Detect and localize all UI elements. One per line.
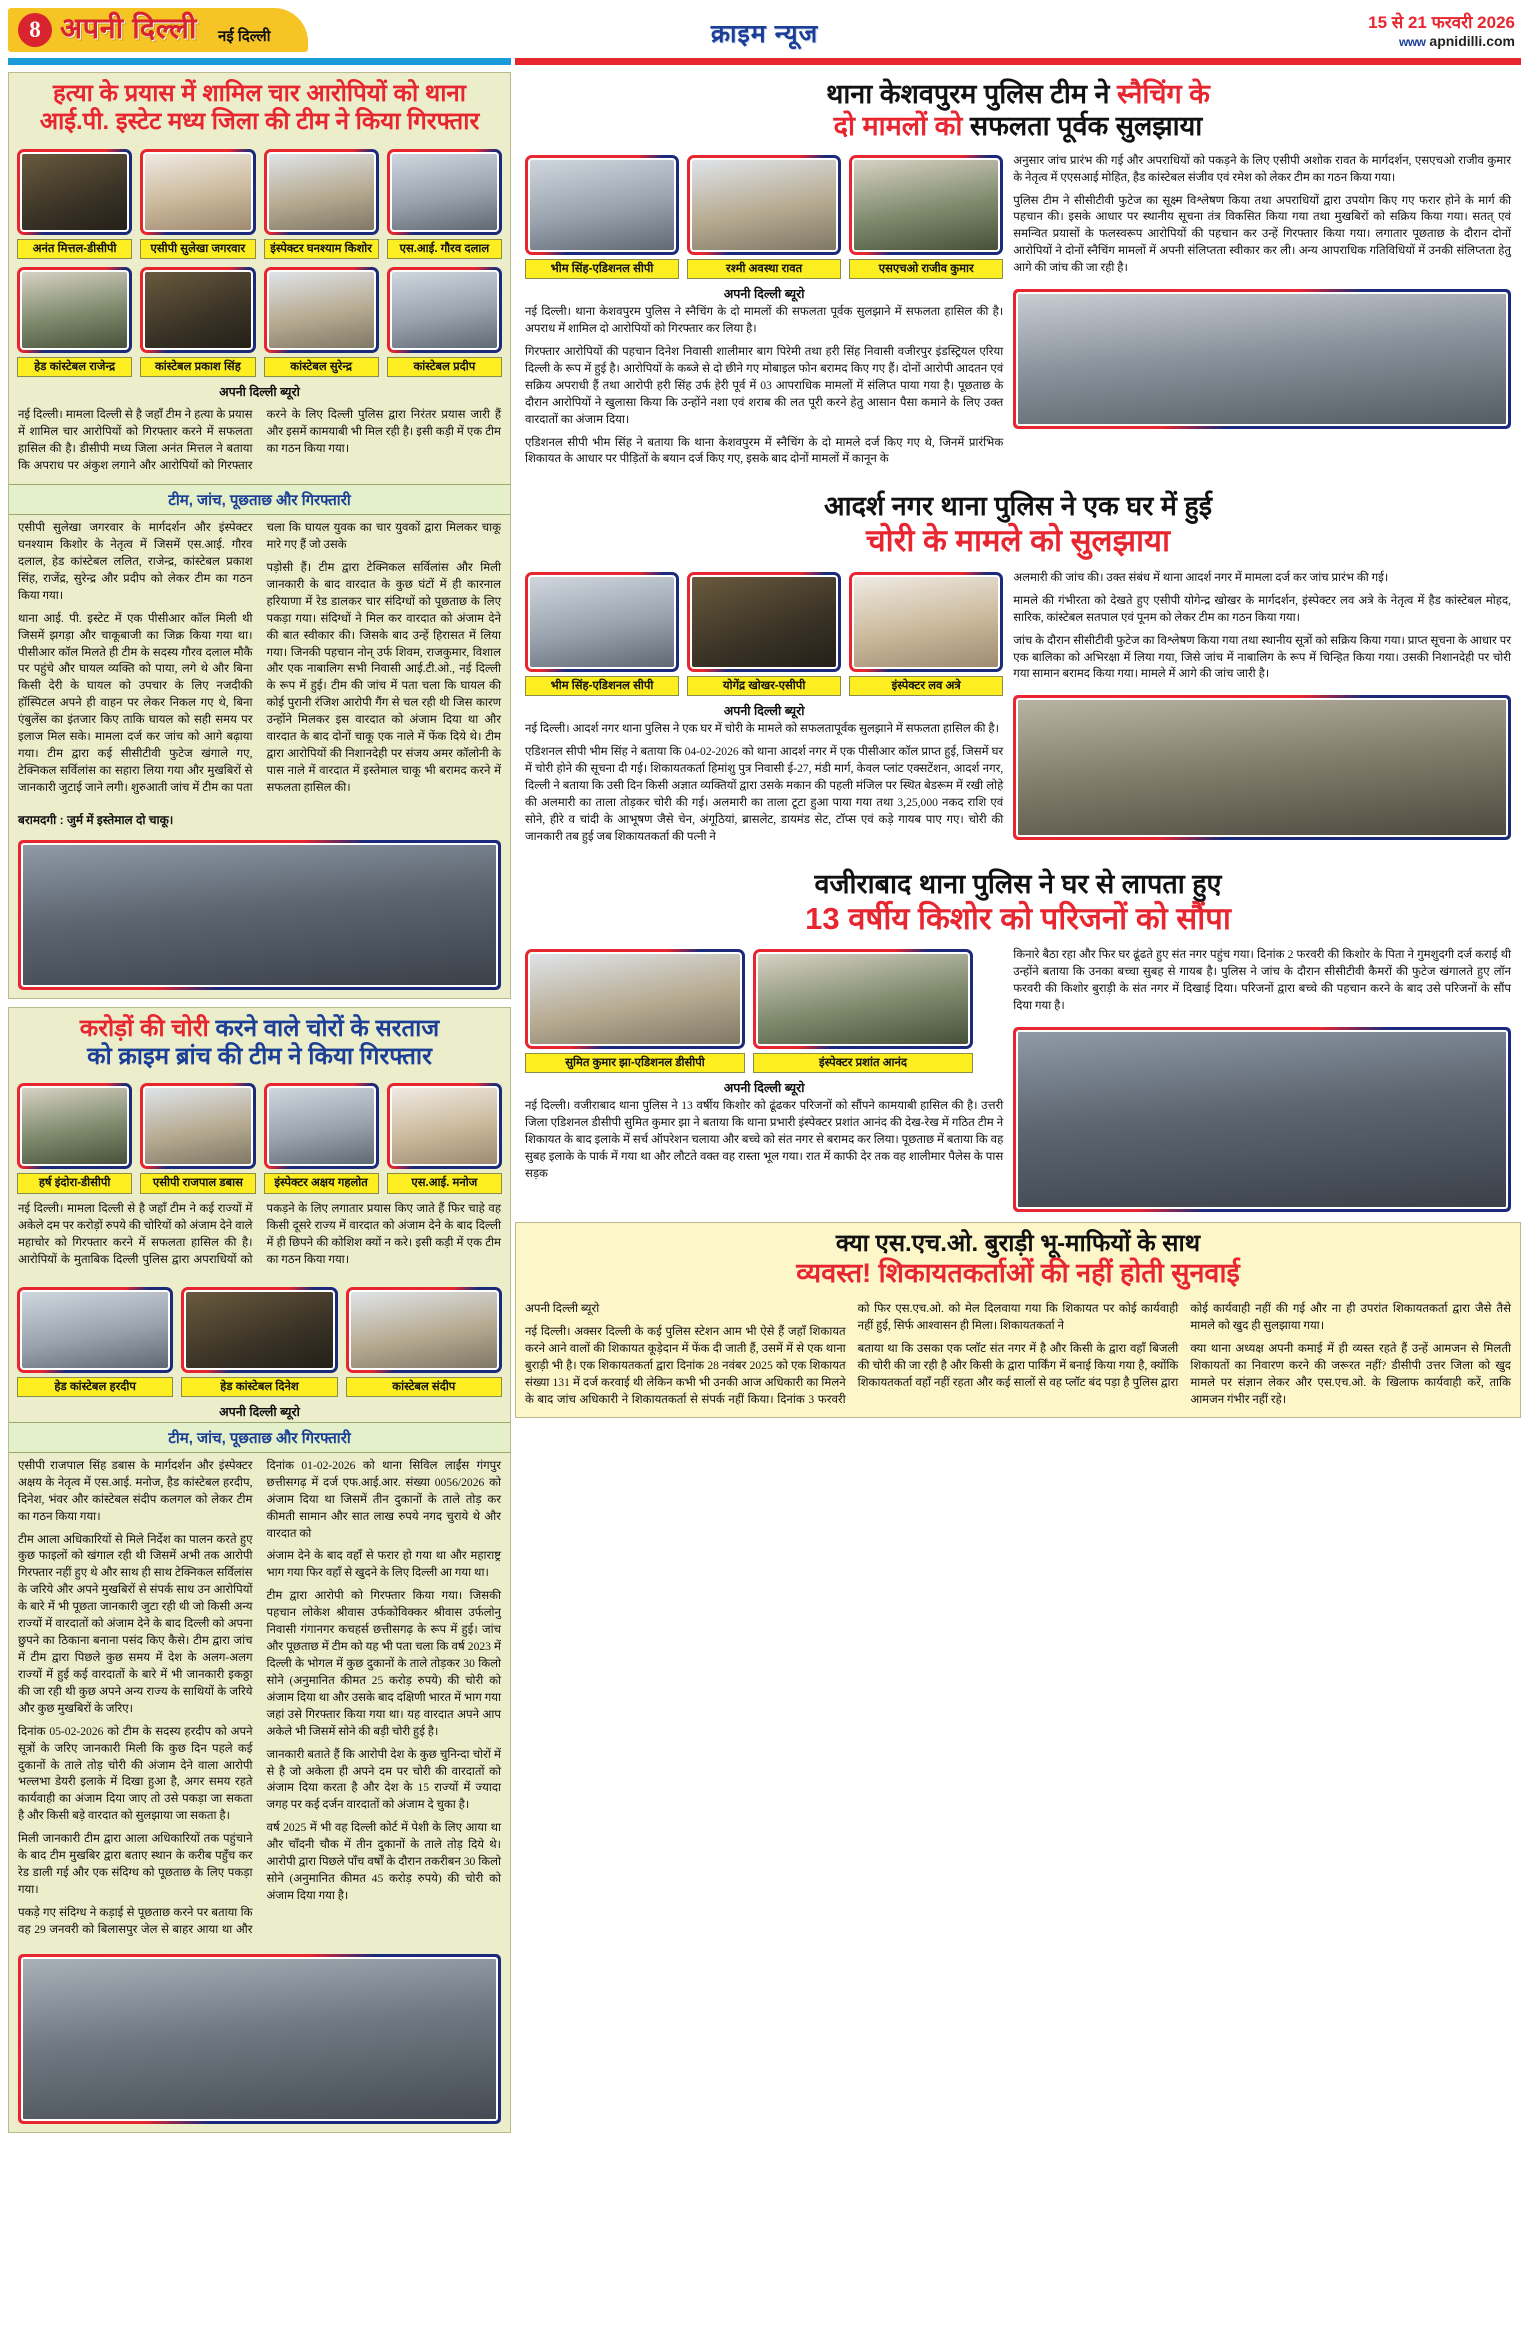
photo-cell [849, 572, 1003, 696]
photo-cell [17, 149, 132, 259]
photo-frame [387, 1083, 502, 1169]
photo-caption: इंस्पेक्टर लव अत्रे [849, 676, 1003, 696]
article-5-scene-photo [1013, 1027, 1511, 1212]
photo-frame [525, 949, 745, 1049]
photo-caption: सुमित कुमार झा-एडिशनल डीसीपी [525, 1053, 745, 1073]
officer-photo [267, 1086, 376, 1166]
photo-cell [687, 155, 841, 279]
photo-cell [687, 572, 841, 696]
officer-photo [390, 270, 499, 350]
photo-caption: कांस्टेबल संदीप [346, 1377, 502, 1397]
scene-image [21, 843, 498, 987]
photo-frame [140, 1083, 255, 1169]
photo-caption: इंस्पेक्टर अक्षय गहलोत [264, 1173, 379, 1193]
photo-frame [849, 155, 1003, 255]
photo-caption: योगेंद्र खोखर-एसीपी [687, 676, 841, 696]
paragraph: नई दिल्ली। वजीराबाद थाना पुलिस ने 13 वर्षीय किशोर को ढूंढकर परिजनों को सौंपने कामयाबी हासिल की है। उत्तरी जिला एडिशनल डीसीपी सुमित कुमार झा ने बताया कि थाना प्रभारी इंस्पेक्टर प्रशांत आनंद की देख-रेख में गठित टीम ने शिकायत के बाद इलाके में सर्च ऑपरेशन चलाया और बच्चे को संत नगर से बरामद कर लिया। पूछताछ में बताया कि वह सुबह इलाके के पार्क में गया था और लौटते वक्त वह रास्ता भूल गया। रात में काफी देर तक वह शालीमार पैलेस के पास सड़क [525, 1099, 1004, 1181]
article-1-body-mid [9, 515, 510, 809]
photo-cell [849, 155, 1003, 279]
paper-name: अपनी दिल्ली [60, 13, 197, 45]
officer-photo [852, 158, 1000, 252]
paragraph: किनारे बैठा रहा और फिर घर ढूंढते हुए संत नगर पहुंच गया। दिनांक 2 फरवरी की किशोर के पिता ने गुमशुदगी दर्ज कराई थी उन्होंने बताया कि उनका बच्चा सुबह से गायब है। पुलिस ने जांच के दौरान सीसीटीवी कैमरों की फुटेज खंगालते हुए लॉन फरवरी की किशोर बुराड़ी के संत नगर में दिखाई दिया। परिजनों द्वारा बच्चे की पहचान करने के बाद उसे परिजनों के सौंप दिया गया है। [1013, 948, 1511, 1012]
page-number: 8 [18, 13, 52, 47]
article-1-recovery-note: बरामदगी : जुर्म में इस्तेमाल दो चाकू। [18, 812, 174, 827]
scene-image [1016, 1030, 1508, 1209]
officer-photo [528, 952, 742, 1046]
officer-photo [20, 1086, 129, 1166]
page-grid [8, 72, 1521, 2322]
article-2-photos-wrap [525, 153, 1003, 475]
article-4-headline-line1 [17, 1015, 502, 1043]
masthead-city: नई दिल्ली [218, 28, 271, 45]
photo-caption: कांस्टेबल सुरेन्द्र [264, 357, 379, 377]
paragraph: क्या थाना अध्यक्ष अपनी कमाई में ही व्यस्त रहते हैं उन्हें आमजन से मिलती शिकायतों का निवारण करने की जरूरत नहीं? डीसीपी उत्तर जिला को खुद मामले पर संज्ञान लेकर और एस.एच.ओ. के खिलाफ कार्यवाही करें, ताकि आमजन गंभीर नहीं रहे। [1190, 1341, 1511, 1406]
paragraph: अपनी दिल्ली ब्यूरो [525, 1301, 600, 1315]
photo-cell [264, 149, 379, 259]
photo-frame [17, 1287, 173, 1373]
paragraph: अलमारी की जांच की। उक्त संबंध में थाना आदर्श नगर में मामला दर्ज कर जांच प्रारंभ की गई। [1013, 570, 1389, 584]
article-5-photos-wrap [525, 947, 1003, 1212]
photo-caption: हेड कांस्टेबल राजेन्द्र [17, 357, 132, 377]
headline-highlight: करोड़ों की चोरी [79, 1014, 209, 1042]
officer-photo [143, 152, 252, 232]
paragraph: अनुसार जांच प्रारंभ की गई और अपराधियों को पकड़ने के लिए एसीपी अशोक रावत के मार्गदर्शन, एसएचओ राजीव कुमार के नेतृत्व में एएसआई मोहित, हैड कांस्टेबल संजीव एवं रमेश को लेकर टीम का गठन किया गया। [1013, 153, 1511, 184]
article-6-headline-line2: व्यवस्त! शिकायतकर्ताओं की नहीं होती सुनवाई [796, 1258, 1240, 1289]
website-url: apnidilli.com [1429, 33, 1515, 49]
rule-blue [8, 58, 511, 65]
photo-caption: हर्ष इंदोरा-डीसीपी [17, 1173, 132, 1193]
article-2-headline-line1 [523, 79, 1513, 111]
article-1-byline: अपनी दिल्ली ब्यूरो [219, 385, 300, 400]
article-4-body-top [9, 1196, 510, 1281]
photo-cell [264, 1083, 379, 1193]
photo-caption: एस.आई. गौरव दलाल [387, 239, 502, 259]
article-1-headline-line1: हत्या के प्रयास में शामिल चार आरोपियों को थाना [53, 80, 466, 107]
article-1-headline [9, 73, 510, 143]
photo-caption: कांस्टेबल प्रकाश सिंह [140, 357, 255, 377]
article-4-byline: अपनी दिल्ली ब्यूरो [219, 1404, 300, 1419]
paragraph: टीम द्वारा आरोपी को गिरफ्तार किया गया। जिसकी पहचान लोकेश श्रीवास उर्फकोविक्कर श्रीवास उर्फलोनु निवासी गंगानगर कचहर्स छत्तीसगढ़ के रूप में हुई। जांच और पूछताछ में टीम को यह भी पता चला कि वर्ष 2023 में दिल्ली के भोगल में कुछ दुकानों के ताले तोड़कर 30 किलो सोने (अनुमानित कीमत 25 करोड़ रुपये) की चोरी को अंजाम दिया था और उसके बाद दक्षिणी भारत में भाग गया जहां उसे गिरफ्तार किया गया था। यह वारदात अपने आप अकेले भी जिसमें सोने की बड़ी चोरी हुई है। [266, 1589, 501, 1738]
photo-cell [140, 267, 255, 377]
article-6-headline-line1: क्या एस.एच.ओ. बुराड़ी भू-माफियों के साथ [835, 1229, 1201, 1257]
photo-caption: एसीपी सुलेखा जगरवार [140, 239, 255, 259]
photo-cell [387, 149, 502, 259]
photo-cell [181, 1287, 337, 1397]
article-2-headline [515, 72, 1521, 149]
article-2-photo-row [525, 153, 1003, 281]
article-2-content-row [515, 149, 1521, 475]
section-title: क्राइम न्यूज [710, 20, 819, 48]
article-3-body-right-wrap [1013, 570, 1511, 852]
photo-cell [346, 1287, 502, 1397]
article-2-headline-line2 [523, 111, 1513, 143]
photo-caption: हेड कांस्टेबल दिनेश [181, 1377, 337, 1397]
article-3-scene-photo [1013, 695, 1511, 840]
photo-cell [525, 155, 679, 279]
article-5-content-row [515, 943, 1521, 1212]
article-4-photo-row-2 [9, 1281, 510, 1399]
article-3-photo-row [525, 570, 1003, 698]
photo-cell [264, 267, 379, 377]
photo-cell [140, 149, 255, 259]
officer-photo [349, 1290, 499, 1370]
photo-frame [753, 949, 973, 1049]
photo-frame [346, 1287, 502, 1373]
article-1-headline-line2: आई.पी. इस्टेट मध्य जिला की टीम ने किया गिरफ्तार [39, 108, 480, 136]
article-5-headline-line1: वजीराबाद थाना पुलिस ने घर से लापता हुए [814, 868, 1222, 899]
article-2-byline: अपनी दिल्ली ब्यूरो [723, 287, 805, 302]
article-1-subhead: टीम, जांच, पूछताछ और गिरफ्तारी [9, 484, 510, 515]
scene-image [21, 1957, 498, 2121]
paragraph: मिली जानकारी टीम द्वारा आला अधिकारियों तक पहुंचाने के बाद टीम मुखबिर द्वारा बताए स्थान के करीब पहुँच कर रेड डाली गई और एक संदिग्ध को पूछताछ के लिए पकड़ा गया। [18, 1832, 253, 1896]
headline-highlight: स्नैचिंग के [1117, 79, 1210, 109]
officer-photo [390, 152, 499, 232]
photo-frame [687, 572, 841, 672]
article-5-headline [515, 862, 1521, 943]
article-4-headline-line2: को क्राइम ब्रांच की टीम ने किया गिरफ्तार [87, 1043, 432, 1071]
paragraph: बताया था कि उसका एक प्लॉट संत नगर में है और किसी के द्वारा वहाँ बिजली की चोरी की जा रही है और किसी के द्वारा पार्किंग में बनाई किया गया है, क्योंकि शिकायतकर्ता वहाँ नहीं रहता और कई सालों से वह प्लॉट बंद पड़ा है पुलिस द्वारा कोई कार्यवाही नहीं की गई और ना ही उपरांत शिकायतकर्ता द्वारा जैसे तैसे मामले को खुद ही सुलझाया गया। [857, 1301, 1511, 1389]
paragraph: वर्ष 2025 में भी वह दिल्ली कोर्ट में पेशी के लिए आया था और चाँदनी चौक में तीन दुकानों के ताले तोड़ दिये थे। आरोपी द्वारा पिछले पाँच वर्षों के दौरान तकरीबन 30 किलो सोने (अनुमानित कीमत 45 करोड़ रुपये) की चोरी को अंजाम दिया गया है। [266, 1821, 501, 1902]
paragraph: एसीपी सुलेखा जगरवार के मार्गदर्शन और इंस्पेक्टर घनश्याम किशोर के नेतृत्व में जिसमें एस.आई. गौरव दलाल, हेड कांस्टेबल ललित, राजेन्द्र, कांस्टेबल प्रकाश सिंह, राजेंद्र, सुरेन्द्र और प्रदीप को लेकर टीम का गठन किया गया। [18, 521, 253, 602]
officer-photo [756, 952, 970, 1046]
officer-photo [267, 270, 376, 350]
article-3-photos-wrap [525, 570, 1003, 852]
article-adarsh-nagar-theft [515, 484, 1521, 851]
article-4-photo-row-1 [9, 1077, 510, 1195]
paragraph: पकड़े गए संदिग्ध ने कड़ाई से पूछताछ करने पर बताया कि वह 29 जनवरी को बिलासपुर जेल से बाहर आया था और दिनांक 01-02-2026 को थाना सिविल लाईंस गंगपुर छत्तीसगढ़ में दर्ज एफ.आई.आर. संख्या 0056/2026 को अंजाम दिया था जिसमें तीन दुकानों के ताले तोड़ कर कीमती सामान और सात लाख रुपये नगद चुराये थे और वारदात को [18, 1458, 501, 1936]
rule-red [515, 58, 1521, 65]
paragraph: गिरफ्तार आरोपियों की पहचान दिनेश निवासी शालीमार बाग पिरेमी तथा हरी सिंह निवासी वजीरपुर इंडस्ट्रियल एरिया दिल्ली के रूप में हुई है। आरोपियों के कब्जे से दो छीने गए मोबाइल फोन बरामद किए गए हैं। दोनों आरोपी आदतन एवं सक्रिय अपराधी हैं तथा आरोपी हरी सिंह उर्फ हेरी पूर्व में 03 आपराधिक मामलों में संलिप्त पाया गया है। पूछताछ के दौरान आरोपियों ने खुलासा किया कि उन्होंने नशा एवं शराब की लत पूरी करने हेतु आसान पैसा कमाने के लिए उक्त वारदातों का अंजाम दिया। [525, 344, 1004, 426]
photo-caption: भीम सिंह-एडिशनल सीपी [525, 259, 679, 279]
photo-caption: एसीपी राजपाल डबास [140, 1173, 255, 1193]
article-1-photo-row-2 [9, 261, 510, 379]
photo-frame [181, 1287, 337, 1373]
article-crime-branch-theft [8, 1007, 511, 2133]
left-column [8, 72, 511, 2133]
headline-rest: करने वाले चोरों के सरताज [215, 1014, 440, 1042]
article-5-byline: अपनी दिल्ली ब्यूरो [723, 1081, 805, 1096]
article-3-headline-line1: आदर्श नगर थाना पुलिस ने एक घर में हुई [823, 491, 1213, 522]
photo-caption: रश्मी अवस्था रावत [687, 259, 841, 279]
article-5-photo-row [525, 947, 1003, 1075]
article-4-scene-photo [18, 1954, 501, 2124]
paragraph: एसीपी राजपाल सिंह डबास के मार्गदर्शन और इंस्पेक्टर अक्षय के नेतृत्व में एस.आई. मनोज, हैड कांस्टेबल हरदीप, दिनेश, भंवर और कांस्टेबल संदीप कलगल को लेकर टीम का गठन किया गया। [18, 1458, 253, 1523]
photo-frame [264, 149, 379, 235]
issue-date: 15 से 21 फरवरी 2026 [1368, 13, 1515, 32]
paragraph: दिनांक 05-02-2026 को टीम के सदस्य हरदीप को अपने सूत्रों के जरिए जानकारी मिली कि कुछ दिन पहले कई दुकानों के ताले तोड़ चोरी की अंजाम देने वाला आरोपी भल्लभा डेयरी इलाके में दिखा हुआ है, अगर समय रहते कार्यवाही का अंजाम दिया जाए तो उसे पकड़ा जा सकता है और किसी बड़े वारदात को सुलझाया जा सकता है। [18, 1724, 253, 1823]
photo-cell [140, 1083, 255, 1193]
photo-cell [17, 1287, 173, 1397]
paragraph: जांच के दौरान सीसीटीवी फुटेज का विश्लेषण किया गया तथा स्थानीय सूत्रों को सक्रिय किया गया। प्राप्त सूचना के आधार पर एक बालिका को अभिरक्षा में लिया गया, जिसे जांच में नाबालिग के रूप में चिन्हित किया गया। उसकी निशानदेही पर चोरी गया सामान बरामद किया गया। मामले में आगे की जांच जारी है। [1013, 633, 1511, 681]
photo-caption: भीम सिंह-एडिशनल सीपी [525, 676, 679, 696]
masthead [0, 0, 1529, 58]
article-3-headline [515, 484, 1521, 565]
article-2-body-right [1013, 153, 1511, 283]
article-2-body-right-wrap [1013, 153, 1511, 475]
officer-photo [143, 1086, 252, 1166]
globe-icon: www [1399, 35, 1426, 49]
paragraph: पड़ोसी हैं। टीम द्वारा टेक्निकल सर्विलांस और मिली जानकारी के बाद वारदात के कुछ घंटों में ही कारनाल हरियाणा में रेड डालकर चार संदिग्धों को पूछताछ के लिए पकड़ा गया। संदिग्धों ने मिल कर वारदात को अंजाम देने की बात स्वीकार की। जिसके बाद उन्हें हिरासत में लिया गया। जिनकी पहचान नोन् उर्फ शिवम, राजकुमार, विशाल और एक नाबालिग सभी निवासी आई.टी.ओ., नई दिल्ली के रूप में हुई। टीम की जांच में पता चला कि घायल की कोई पुरानी रंजिश आरोपी गैंग से चल रही थी जिस कारण उन्होंने मिलकर इस वारदात को अंजाम दिया था और वारदात के बाद दोनों चाकू एक नाले में फेंक दिये थे। टीम द्वारा आरोपियों की निशानदेही पर संजय अमर कॉलोनी के पास नाले में वारदात में इस्तेमाल चाकू भी बरामद करने में सफलता हासिल की। [266, 560, 501, 794]
article-1-scene-photo [18, 840, 501, 990]
article-3-headline-line2: चोरी के मामले को सुलझाया [865, 523, 1171, 559]
photo-frame [387, 149, 502, 235]
photo-cell [525, 949, 745, 1073]
paragraph: नई दिल्ली। थाना केशवपुरम पुलिस ने स्नैचिंग के दो मामलों की सफलता पूर्वक सुलझाने में सफलता हासिल की है। अपराध में शामिल दो आरोपियों को गिरफ्तार कर लिया है। [525, 305, 1004, 336]
photo-frame [17, 149, 132, 235]
officer-photo [528, 158, 676, 252]
officer-photo [20, 270, 129, 350]
article-3-byline: अपनी दिल्ली ब्यूरो [723, 704, 805, 719]
photo-frame [17, 267, 132, 353]
officer-photo [528, 575, 676, 669]
article-2-body-left [525, 304, 1003, 474]
article-keshavpuram-snatching [515, 72, 1521, 474]
photo-caption: इंस्पेक्टर प्रशांत आनंद [753, 1053, 973, 1073]
photo-caption: इंस्पेक्टर घनश्याम किशोर [264, 239, 379, 259]
article-burari-sho-complaint [515, 1222, 1521, 1419]
article-6-body [516, 1296, 1520, 1418]
paragraph: नई दिल्ली। मामला दिल्ली से है जहाँ टीम ने कई राज्यों में अकेले दम पर करोड़ों रुपये की चोरियों को अंजाम देने वाले महाचोर को गिरफ्तार करने में सफलता हासिल की है। आरोपियों के मुताबिक दिल्ली पुलिस द्वारा अपराधियों को पकड़ने के लिए लगातार प्रयास किए जाते हैं फिर चाहे वह किसी दूसरे राज्य में वारदात को अंजाम देने के बाद दिल्ली में ही छिपने की कोशिश क्यों न करे। इसी कड़ी में एक टीम का गठन किया गया। [18, 1201, 501, 1266]
officer-photo [390, 1086, 499, 1166]
photo-caption: अनंत मित्तल-डीसीपी [17, 239, 132, 259]
scene-image [1016, 292, 1508, 426]
headline-part-2: सफलता पूर्वक सुलझाया [969, 110, 1203, 141]
paragraph: थाना आई. पी. इस्टेट में एक पीसीआर कॉल मिली थी जिसमें झगड़ा और चाकूबाजी का जिक्र किया गया था। पीसीआर कॉल मिलते ही टीम के सदस्य गौरव दलाल मौकै पर पहुंचे और घायल व्यक्ति को पाया, लगे थे और बिना किसी देरी के घायल को उपचार के लिए नजदीकी हॉस्पिटल अपने ही वाहन पर लेकर निकल गए थे, बिना एंबुलेंस का इंतजार किए ताकि घायल को सही समय पर इलाज मिल सके। मामला दर्ज कर जांच को आगे बढ़ाया गया। टीम द्वारा कई सीसीटीवी फुटेज खंगाले गए, टेक्निकल सर्विलांस का सहारा लिया गया और मुखबिरों से जानकारी जुटाई जाने लगी। शुरुआती जांच में टीम का पता चला कि घायल युवक का चार युवकों द्वारा मिलकर चाकू मारे गए हैं जो उसके [18, 521, 501, 794]
right-column [515, 72, 1521, 1418]
paragraph: टीम आला अधिकारियों से मिले निर्देश का पालन करते हुए कुछ फाइलों को खंगाल रही थी जिसमें अभी तक आरोपी गिरफ्तार नहीं हुए थे और साथ ही साथ टेक्निकल सर्विलांस के जरिये और अपने मुखबिरों से संपर्क साध उन आरोपियों के बारे में भी पूछता जानकारी जुटा रही थी जो किसी अन्य राज्यों में वारदातों को अंजाम देने के बाद दिल्ली को अपना छुपने का ठिकाना बनाना पसंद किए कैसे। टीम द्वारा जांच में टीम द्वारा पिछले कुछ समय में देश के अलग-अलग राज्यों में हुई कई वारदातों के बारे में भी जानकारी इकठ्ठा की जा रही थी कुछ अपने अन्य राज्य के साथियों के जरिये और कुछ मुखबिरों के जरिए। [18, 1532, 253, 1715]
photo-caption: एसएचओ राजीव कुमार [849, 259, 1003, 279]
article-5-body-left [525, 1098, 1003, 1189]
photo-frame [264, 267, 379, 353]
officer-photo [690, 158, 838, 252]
article-wazirabad-missing-boy [515, 862, 1521, 1212]
photo-frame [525, 155, 679, 255]
scene-image [1016, 698, 1508, 837]
paragraph: नई दिल्ली। आदर्श नगर थाना पुलिस ने एक घर में चोरी के मामले को सफलतापूर्वक सुलझाने में सफलता हासिल की है। [525, 722, 999, 736]
photo-cell [387, 1083, 502, 1193]
officer-photo [267, 152, 376, 232]
article-5-body-right [1013, 947, 1511, 1021]
article-6-headline [516, 1223, 1520, 1296]
photo-cell [753, 949, 973, 1073]
article-5-body-right-wrap [1013, 947, 1511, 1212]
photo-cell [387, 267, 502, 377]
paragraph: जानकारी बताते हैं कि आरोपी देश के कुछ चुनिन्दा चोरों में से है जो अकेला ही अपने दम पर चोरी की वारदातों को अंजाम दिया करता है और देश के 15 राज्यों में ज्यादा जगह पर कई दर्जन वारदातों को अंजाम दे चुका है। [266, 1747, 501, 1812]
paragraph: एडिशनल सीपी भीम सिंह ने बताया कि थाना केशवपुरम में स्नैचिंग के दो मामले दर्ज किए गए थे, जिनमें प्रारंभिक शिकायत के आधार पर पीड़ितों के बयान दर्ज किए गए, इसके बाद दोनों मामलों में कानून के [525, 435, 1004, 466]
article-4-subhead: टीम, जांच, पूछताछ और गिरफ्तारी [9, 1422, 510, 1453]
article-3-body-left [525, 721, 1003, 851]
officer-photo [184, 1290, 334, 1370]
paragraph: पुलिस टीम ने सीसीटीवी फुटेज का सूक्ष्म विश्लेषण किया तथा अपराधियों द्वारा उपयोग किए गए फरार होने के मार्ग की पहचान की। इसके आधार पर स्थानीय सूचना तंत्र विकसित किया गया तथा मुखबिरों को सक्रिय किया गया। सतत् एवं समन्वित प्रयासों के फलस्वरूप आरोपियों की पहचान कर उन्हें गिरफ्तार किया गया। लगातार पूछताछ के दौरान दोनों आरोपियों ने दोनों स्नैचिंग मामलों में अपनी संलिप्तता स्वीकार कर ली। अन्य आपराधिक गतिविधियों में उनकी संलिप्तता हेतु आगे की जांच की जा रही है। [1013, 193, 1511, 275]
paragraph: नई दिल्ली। मामला दिल्ली से है जहाँ टीम ने हत्या के प्रयास में शामिल चार आरोपियों को गिरफ्तार करने में सफलता हासिल की है। डीसीपी मध्य जिला अनंत मित्तल ने बताया कि अपराध पर अंकुश लगाने और आरोपियों को गिरफ्तार करने के लिए दिल्ली पुलिस द्वारा निरंतर प्रयास जारी हैं और इसमें कामयाबी भी मिल रही है। इसी कड़ी में एक टीम का गठन किया गया। [18, 408, 501, 473]
headline-highlight-2: दो मामलों को [833, 110, 963, 141]
officer-photo [20, 152, 129, 232]
photo-cell [525, 572, 679, 696]
photo-frame [687, 155, 841, 255]
photo-frame [140, 149, 255, 235]
article-2-scene-photo [1013, 289, 1511, 429]
photo-frame [140, 267, 255, 353]
officer-photo [690, 575, 838, 669]
article-3-body-right [1013, 570, 1511, 690]
article-5-headline-line2: 13 वर्षीय किशोर को परिजनों को सौंपा [805, 900, 1231, 936]
paragraph: मामले की गंभीरता को देखते हुए एसीपी योगेन्द्र खोखर के मार्गदर्शन, इंस्पेक्टर लव अत्रे के नेतृत्व में हैड कांस्टेबल मोहद, सारिक, कांस्टेबल सतपाल एवं पूनम को लेकर टीम का गठन किया गया। [1013, 593, 1511, 624]
paragraph: अंजाम देने के बाद वहाँ से फरार हो गया था और महाराष्ट्र भाग गया फिर वहाँ से खुदने के लिए दिल्ली आ गया था। [266, 1549, 501, 1580]
article-1-photo-row-1 [9, 143, 510, 261]
officer-photo [20, 1290, 170, 1370]
photo-frame [17, 1083, 132, 1169]
article-3-content-row [515, 566, 1521, 852]
headline-part: थाना केशवपुरम पुलिस टीम ने [826, 79, 1118, 109]
photo-cell [17, 267, 132, 377]
photo-caption: कांस्टेबल प्रदीप [387, 357, 502, 377]
photo-caption: हेड कांस्टेबल हरदीप [17, 1377, 173, 1397]
website-link[interactable] [1399, 33, 1515, 49]
officer-photo [143, 270, 252, 350]
article-attempted-murder [8, 72, 511, 999]
paragraph: एडिशनल सीपी भीम सिंह ने बताया कि 04-02-2026 को थाना आदर्श नगर में एक पीसीआर कॉल प्राप्त हुई, जिसमें घर में चोरी होने की सूचना दी गई। शिकायतकर्ता हिमांशु पुत्र निवासी ई-27, मंडी मार्ग, केवल प्लांट एक्सटेंशन, आदर्श नगर, दिल्ली ने बताया कि उसी दिन किसी अज्ञात व्यक्तियों द्वारा उसके मकान की पहली मंजिल पर स्थित बेडरूम में रखी लोहे की अलमारी का ताला तोड़कर चोरी की गई। अलमारी का ताला टूटा हुआ पाया गया तथा 3,25,000 नकद राशि एवं सोने, हीरे व चांदी के आभूषण जैसे चेन, अंगूठियां, ब्रासलेट, डायमंड सेट, टॉप्स एवं कड़े गायब पाए गए। चोरी की जानकारी तब हुई जब शिकायतकर्ता की पत्नी ने [525, 745, 1004, 843]
photo-frame [387, 267, 502, 353]
photo-cell [17, 1083, 132, 1193]
article-4-headline [9, 1008, 510, 1078]
photo-frame [525, 572, 679, 672]
officer-photo [852, 575, 1000, 669]
paragraph: नई दिल्ली। अक्सर दिल्ली के कई पुलिस स्टेशन आम भी ऐसे हैं जहाँ शिकायत करने आने वालों की शिकायत कूड़ेदान में फेंक दी जाती हैं, उसमें में से एक थाना बुराड़ी भी है। एक शिकायतकर्ता द्वारा दिनांक 28 नवंबर 2025 को एक शिकायत संख्या 131 में दर्ज करवाई थी लेकिन कभी भी उनकी आज अधिकारी का मिलने के बाद जांच अधिकारी ने शिकायतकर्ता से संपर्क नहीं किया। दिनांक 3 फरवरी को फिर एस.एच.ओ. को मेल दिलवाया गया कि शिकायत पर कोई कार्यवाही नहीं हुई, सिर्फ आश्वासन ही मिला। शिकायतकर्ता ने [525, 1301, 1179, 1406]
photo-caption: एस.आई. मनोज [387, 1173, 502, 1193]
photo-frame [264, 1083, 379, 1169]
photo-frame [849, 572, 1003, 672]
article-1-body-top [9, 402, 510, 484]
article-4-body [9, 1453, 510, 1948]
